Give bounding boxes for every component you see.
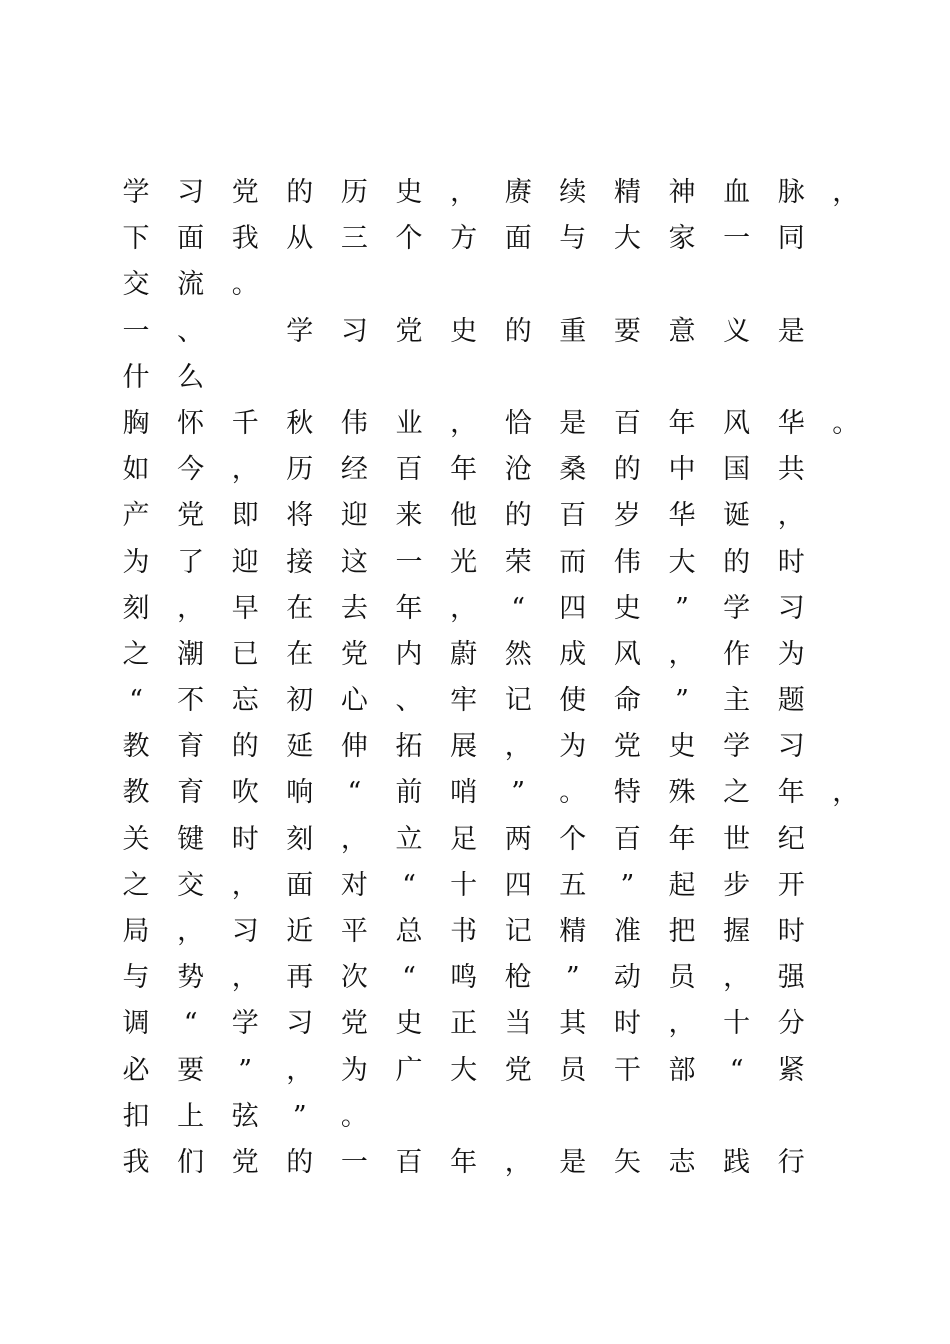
text-line: 胸 怀 千 秋 伟 业 ， 恰 是 百 年 风 华 。	[122, 407, 860, 439]
text-line: 关 键 时 刻 ， 立 足 两 个 百 年 世 纪	[122, 823, 805, 855]
text-line: 为 了 迎 接 这 一 光 荣 而 伟 大 的 时	[122, 546, 805, 578]
text-line: 下 面 我 从 三 个 方 面 与 大 家 一 同	[122, 223, 805, 255]
text-line: 刻 ， 早 在 去 年 ， “ 四 史 ” 学 习	[122, 592, 805, 624]
body-text	[121, 170, 861, 1186]
text-line: 学 习 党 的 历 史 ， 赓 续 精 神 血 脉 ，	[122, 177, 860, 208]
text-line: 教 育 的 延 伸 拓 展 ， 为 党 史 学 习	[122, 731, 805, 763]
text-line: 扣 上 弦 ” 。	[122, 1100, 368, 1132]
text-line: 教 育 吹 响 “ 前 哨 ” 。 特 殊 之 年 ，	[122, 777, 860, 809]
text-line: 之 交 ， 面 对 “ 十 四 五 ” 起 步 开	[122, 869, 805, 901]
text-line: 必 要 ” ， 为 广 大 党 员 干 部 “ 紧	[122, 1054, 805, 1086]
text-line: 与 势 ， 再 次 “ 鸣 枪 ” 动 员 ， 强	[122, 962, 805, 994]
text-line: 之 潮 已 在 党 内 蔚 然 成 风 ， 作 为	[122, 638, 805, 670]
text-line: “ 不 忘 初 心 、 牢 记 使 命 ” 主 题	[129, 685, 805, 717]
text-line: 产 党 即 将 迎 来 他 的 百 岁 华 诞 ，	[122, 500, 805, 532]
text-line: 交 流 。	[122, 269, 259, 301]
text-line: 如 今 ， 历 经 百 年 沧 桑 的 中 国 共	[122, 454, 805, 486]
section-heading-cont: 什 么	[122, 361, 205, 393]
text-line: 调 “ 学 习 党 史 正 当 其 时 ， 十 分	[122, 1008, 805, 1040]
text-line: 我 们 党 的 一 百 年 ， 是 矢 志 践 行	[122, 1146, 805, 1178]
section-heading: 一 、 学 习 党 史 的 重 要 意 义 是	[122, 315, 805, 347]
text-line: 局 ， 习 近 平 总 书 记 精 准 把 握 时	[122, 916, 805, 947]
